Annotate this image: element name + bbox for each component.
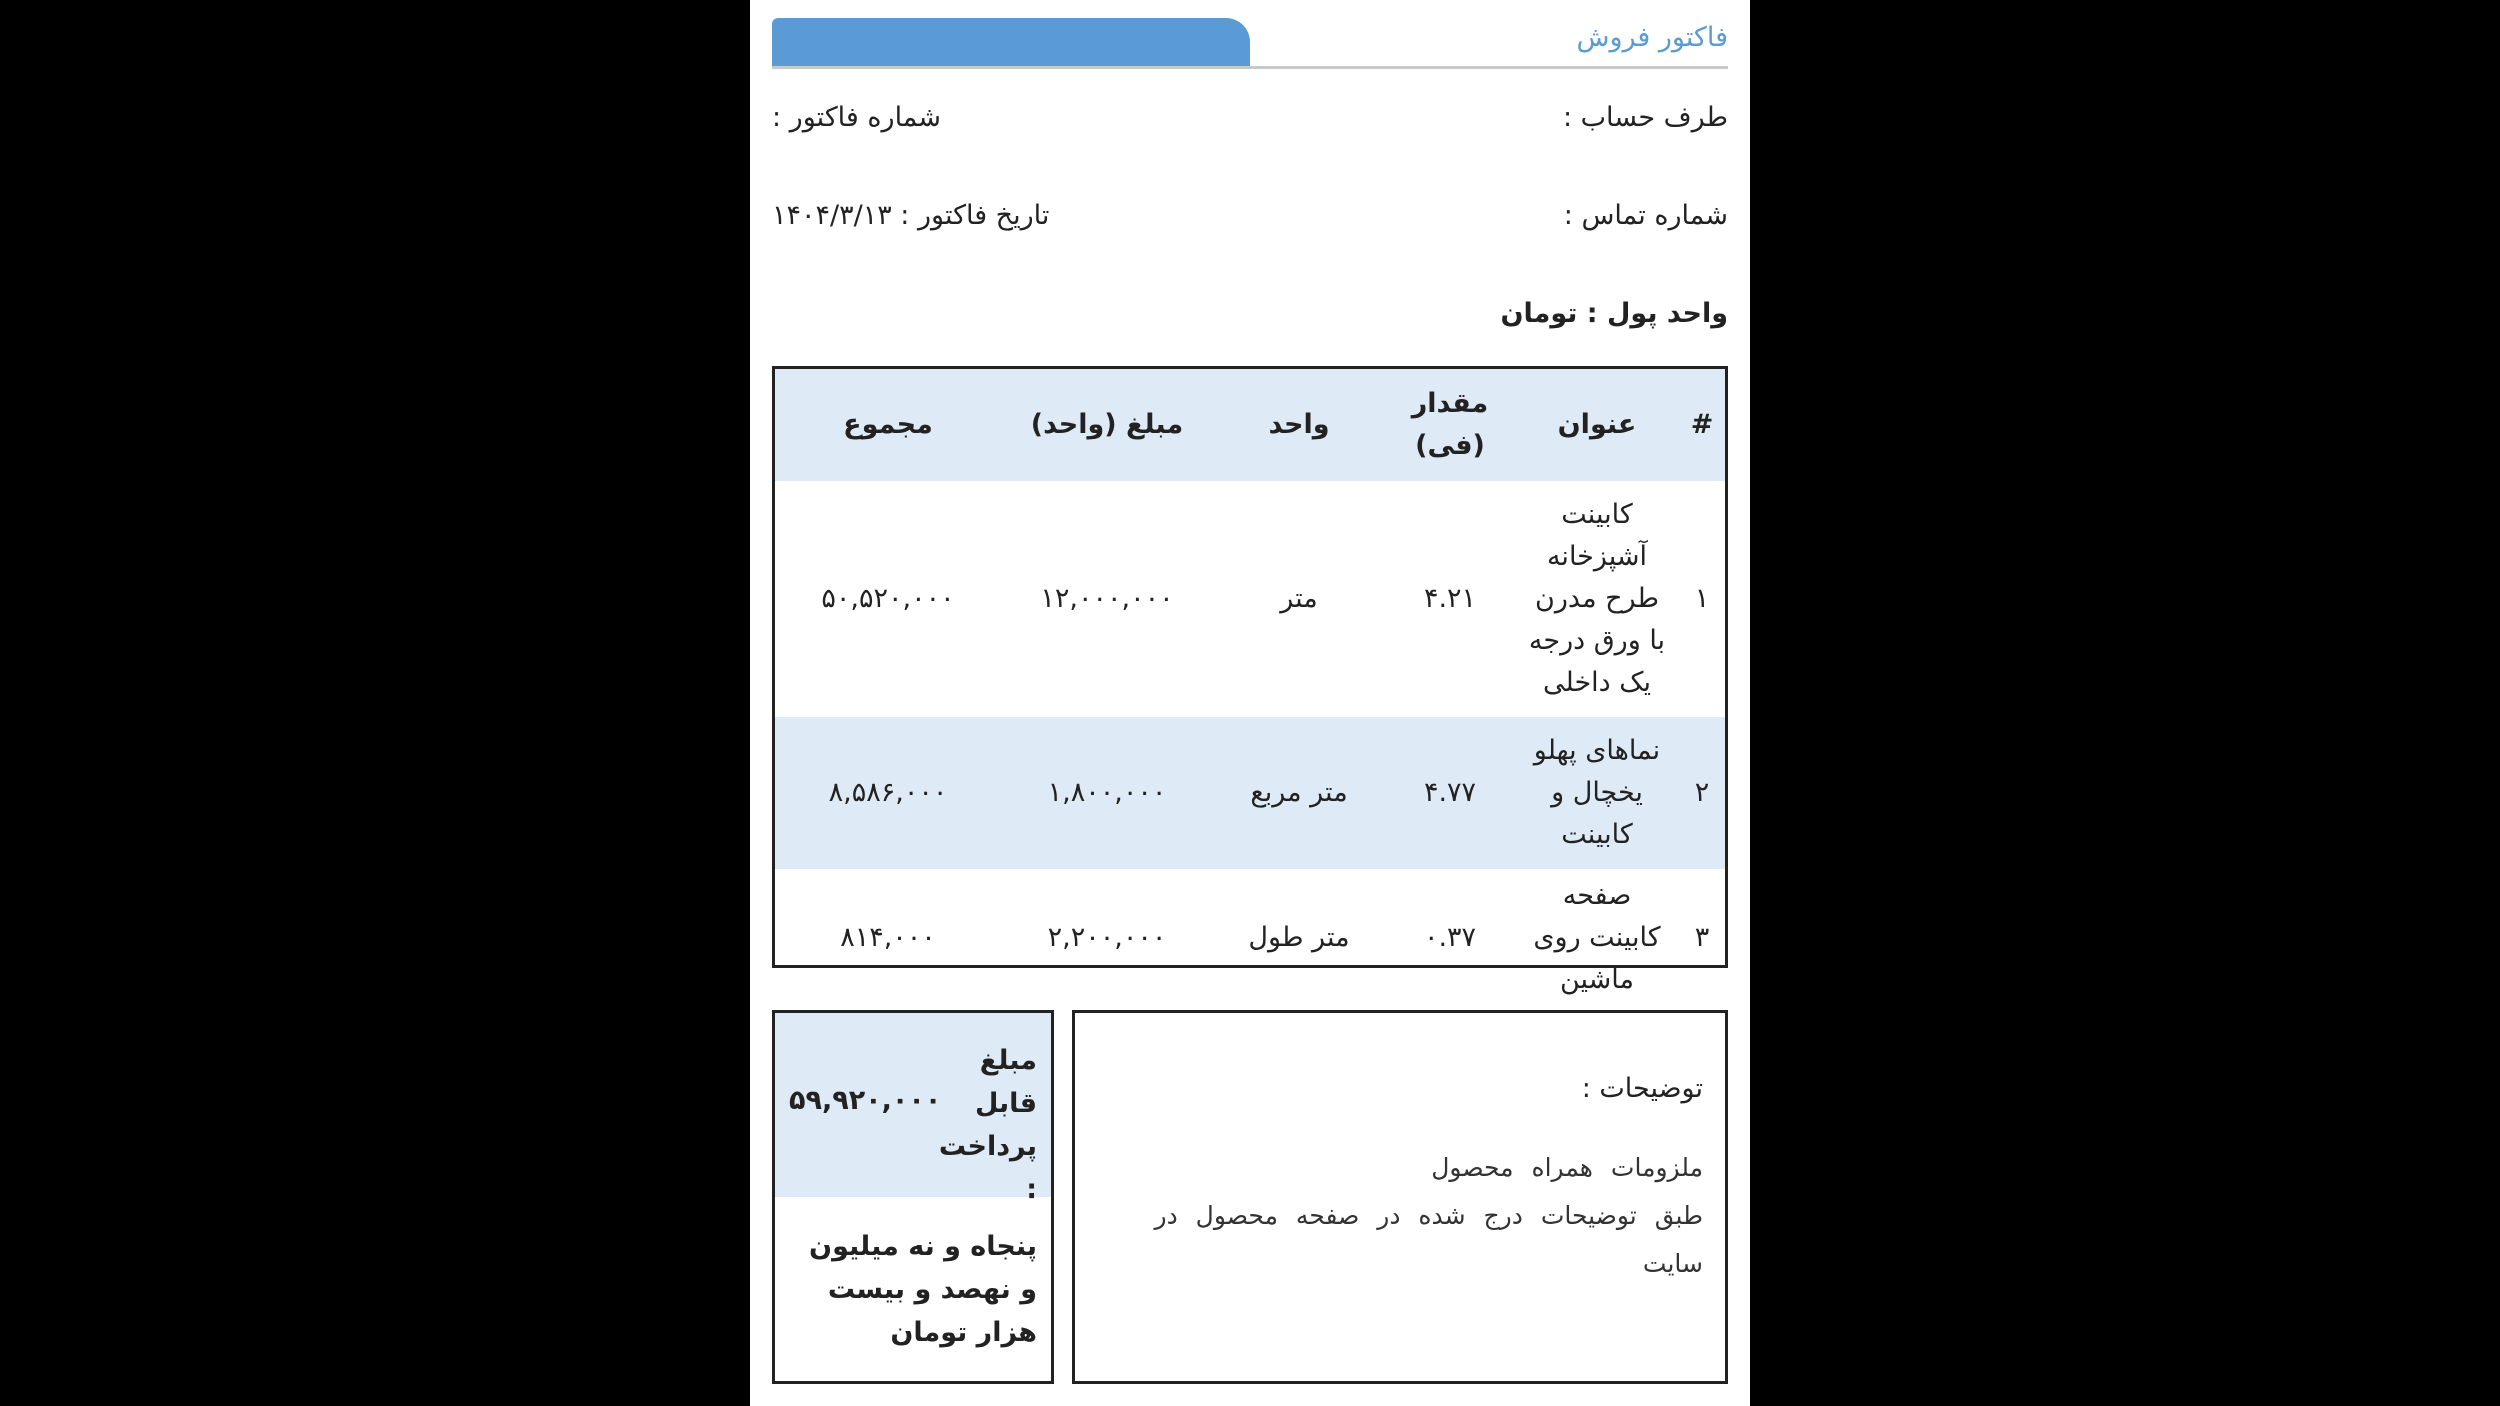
invoice-date: تاریخ فاکتور : ۱۴۰۴/۳/۱۳ bbox=[772, 200, 1050, 231]
row-unit: متر طول bbox=[1248, 922, 1350, 953]
notes-line: ملزومات همراه محصول bbox=[1431, 1153, 1703, 1182]
col-header-title: عنوان bbox=[1515, 369, 1679, 481]
table-header-row bbox=[775, 369, 1725, 481]
items-table bbox=[772, 366, 1728, 995]
header-accent-bar bbox=[772, 18, 1250, 68]
row-quantity: ۴.۲۱ bbox=[1423, 583, 1477, 614]
row-index: ۲ bbox=[1679, 717, 1725, 869]
row-title: صفحه کابینت روی ماشین bbox=[1533, 880, 1661, 995]
row-unit: متر مربع bbox=[1213, 717, 1385, 869]
row-title: کابینت آشپزخانه طرح مدرن با ورق درجه یک داخلی bbox=[1528, 499, 1666, 698]
payable-amount-in-words: پنجاه و نه میلیون و نهصد و بیست هزار تومان bbox=[809, 1231, 1037, 1348]
row-unit-price: ۲,۲۰۰,۰۰۰ bbox=[1047, 922, 1167, 953]
col-header-total: مجموع bbox=[775, 369, 1001, 481]
row-title: نماهای پهلو یخچال و کابینت bbox=[1515, 717, 1679, 869]
notes-line: طبق توضیحات درج شده در صفحه محصول در سایت bbox=[1154, 1201, 1703, 1278]
contact-number-label: شماره تماس : bbox=[1563, 200, 1728, 231]
account-party-label: طرف حساب : bbox=[1562, 102, 1728, 133]
row-total: ۸,۵۸۶,۰۰۰ bbox=[775, 717, 1001, 869]
row-unit-price: ۱,۸۰۰,۰۰۰ bbox=[1001, 717, 1213, 869]
row-unit: متر bbox=[1280, 583, 1318, 614]
payable-box bbox=[772, 1010, 1054, 1384]
notes-heading: توضیحات : bbox=[1581, 1073, 1703, 1104]
row-quantity: ۰.۳۷ bbox=[1423, 922, 1477, 953]
table-row bbox=[775, 481, 1725, 717]
invoice-title: فاکتور فروش bbox=[1576, 22, 1728, 53]
row-index: ۱ bbox=[1694, 583, 1710, 614]
row-index: ۳ bbox=[1694, 922, 1710, 953]
header-divider bbox=[772, 66, 1728, 69]
col-header-unit-price: مبلغ (واحد) bbox=[1001, 369, 1213, 481]
payable-amount: ۵۹,۹۲۰,۰۰۰ bbox=[789, 1085, 942, 1116]
invoice-page bbox=[750, 0, 1750, 1406]
row-total: ۵۰,۵۲۰,۰۰۰ bbox=[821, 583, 955, 614]
row-total: ۸۱۴,۰۰۰ bbox=[840, 922, 936, 953]
col-header-quantity: مقدار (فی) bbox=[1385, 369, 1515, 481]
notes-box bbox=[1072, 1010, 1728, 1384]
table-row bbox=[775, 717, 1725, 869]
table-row bbox=[775, 869, 1725, 1007]
payable-summary bbox=[775, 1013, 1051, 1205]
row-unit-price: ۱۲,۰۰۰,۰۰۰ bbox=[1040, 583, 1174, 614]
currency-label: واحد پول : تومان bbox=[1500, 298, 1728, 329]
row-quantity: ۴.۷۷ bbox=[1385, 717, 1515, 869]
invoice-number-label: شماره فاکتور : bbox=[772, 102, 942, 133]
col-header-unit: واحد bbox=[1213, 369, 1385, 481]
col-header-index: # bbox=[1679, 369, 1725, 481]
payable-label: مبلغ قابل پرداخت : bbox=[938, 1045, 1037, 1205]
